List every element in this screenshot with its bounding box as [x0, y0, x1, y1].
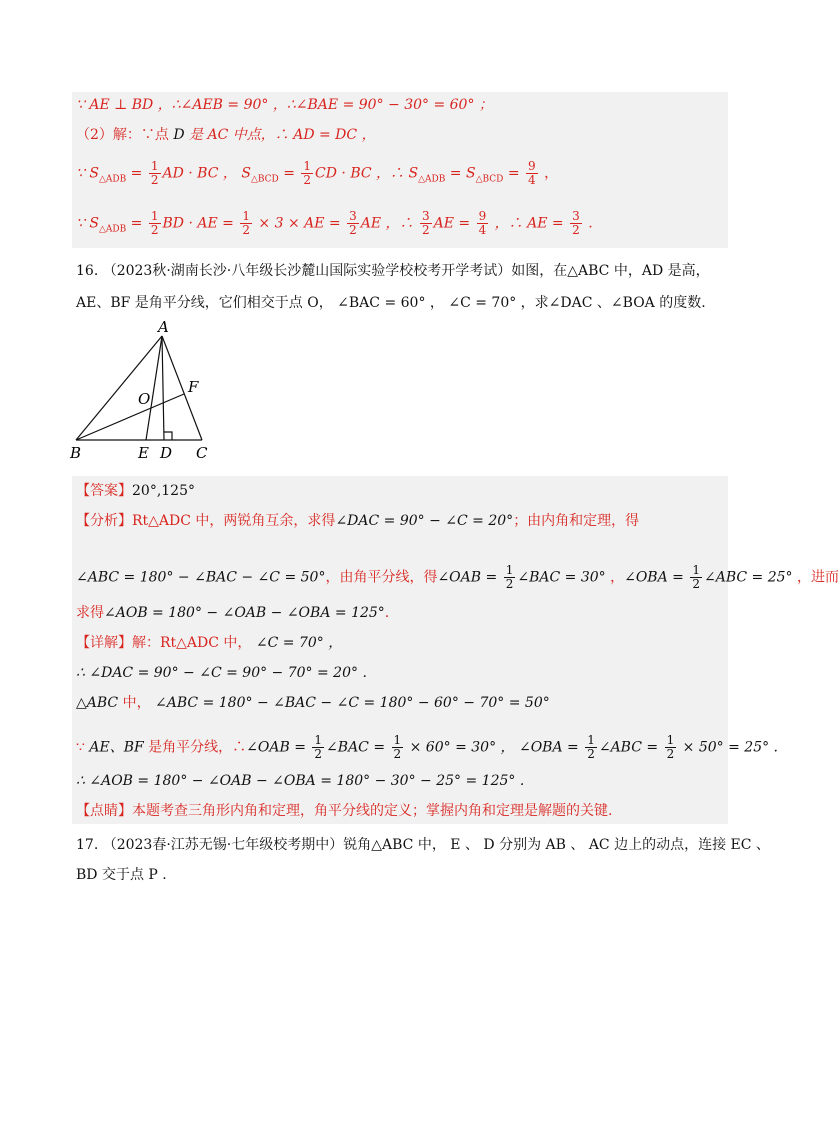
prev-line-2 — [76, 126, 376, 144]
analysis-l1-c: ；由内角和定理，得 — [513, 513, 640, 529]
detail-l3-b: 中， — [118, 695, 151, 711]
label-f: F — [188, 378, 199, 396]
label-o: O — [138, 390, 151, 408]
fraction-half — [149, 210, 161, 237]
frac-den: 2 — [314, 747, 323, 761]
frac-num: 1 — [242, 209, 250, 223]
analysis-l1-a: Rt△ADC 中，两锐角互余，求得 — [132, 513, 336, 529]
fraction-half — [301, 160, 313, 187]
frac-den: 2 — [692, 577, 700, 591]
frac-den: 2 — [303, 173, 312, 187]
frac-den: 2 — [393, 747, 402, 761]
frac-num: 1 — [150, 209, 159, 223]
detail-l4-d: ∠OAB = — [246, 739, 311, 756]
label-c: C — [196, 444, 208, 462]
analysis-line-1 — [76, 512, 639, 530]
prev-l3-c: AD · BC ， S — [162, 165, 251, 182]
analysis-l2-d: ∠BAC = 30° — [517, 569, 606, 586]
frac-num: 1 — [303, 159, 312, 173]
detail-line-5 — [76, 772, 524, 790]
prev-l3-a: ∵ S — [76, 165, 99, 182]
label-e: E — [138, 444, 149, 462]
fraction-half — [504, 564, 516, 591]
detail-line-2 — [76, 664, 367, 682]
frac-den: 2 — [242, 223, 250, 237]
detail-l1-b: ∠C = 70° ， — [251, 635, 343, 651]
analysis-l2-h: ，进而 — [792, 569, 839, 586]
detail-l4-c: 是角平分线，∴ — [143, 739, 247, 756]
segment-ad — [162, 336, 164, 440]
detail-l2: ∴ ∠DAC = 90° − ∠C = 90° − 70° = 20° . — [76, 665, 367, 681]
analysis-l2-c: ∠OAB = — [437, 569, 502, 586]
detail-l4-e: ∠BAC = — [326, 739, 390, 756]
fraction-nine-four — [477, 210, 489, 237]
segment-ab — [76, 336, 162, 440]
prev-line-2-a: （2）解：∵点 — [76, 127, 174, 143]
prev-l3-d: = — [278, 165, 300, 182]
frac-num: 1 — [666, 733, 675, 747]
prev-l4-b: = — [126, 215, 147, 232]
analysis-l3-a: 求得 — [76, 605, 104, 621]
prev-l3-b: = — [126, 165, 147, 182]
prev-line-2-c: 是 AC 中点，∴ AD = DC ， — [184, 127, 376, 143]
answer-line — [76, 482, 195, 500]
frac-den: 2 — [150, 173, 159, 187]
prev-l4-sub1: △ADB — [98, 224, 127, 235]
prev-line-4 — [76, 210, 593, 238]
prev-l3-sub4: △BCD — [475, 174, 504, 185]
frac-den: 4 — [528, 173, 536, 187]
detail-l4-h: × 50° = 25° . — [678, 739, 779, 756]
prev-l4-h: . — [583, 215, 593, 232]
prev-line-1 — [76, 96, 493, 114]
fraction-half — [665, 734, 677, 761]
detail-line-3 — [76, 694, 550, 712]
prev-line-3 — [76, 160, 558, 188]
frac-num: 9 — [478, 209, 487, 223]
segment-bf — [76, 394, 184, 440]
detail-line-1 — [76, 634, 342, 652]
question-17-line-1: 17. （2023春·江苏无锡·七年级校考期中）锐角△ABC 中， E 、 D 分别为 AB 、 AC 边上的动点，连接 EC 、 — [76, 837, 770, 853]
label-a: A — [158, 318, 169, 336]
detail-l5: ∴ ∠AOB = 180° − ∠OAB − ∠OBA = 180° − 30° − 25° = 125° . — [76, 773, 525, 789]
prev-l4-e: AE ，∴ — [360, 215, 418, 232]
analysis-l2-f: ∠OBA = — [624, 569, 689, 586]
fraction-half — [585, 734, 597, 761]
fraction-three-two — [570, 210, 582, 237]
analysis-l3-c: . — [384, 605, 390, 621]
frac-den: 2 — [150, 223, 159, 237]
analysis-l2-b: ，由角平分线，得 — [325, 569, 438, 586]
prev-l4-c: BD · AE = — [162, 215, 239, 232]
prev-l3-sub1: △ADB — [98, 174, 127, 185]
fraction-half — [312, 734, 324, 761]
frac-den: 2 — [505, 577, 514, 591]
analysis-l1-b: ∠DAC = 90° − ∠C = 20° — [335, 513, 514, 529]
question-16-line-2: AE、BF 是角平分线，它们相交于点 O， ∠BAC = 60° ， ∠C = 70° ，求∠DAC 、∠BOA 的度数. — [76, 295, 706, 311]
frac-num: 1 — [587, 733, 595, 747]
detail-l4-f: × 60° = 30° ， ∠OBA = — [405, 739, 584, 756]
fraction-half — [149, 160, 161, 187]
prev-l4-f: AE = — [433, 215, 475, 232]
analysis-l3-b: ∠AOB = 180° − ∠OAB − ∠OBA = 125° — [104, 605, 385, 621]
detail-tag: 【详解】 — [76, 635, 132, 651]
frac-den: 2 — [666, 747, 675, 761]
question-17-line-2: BD 交于点 P . — [76, 867, 167, 883]
frac-den: 2 — [587, 747, 595, 761]
prev-l3-sub3: △ADB — [418, 174, 446, 185]
question-16-line-1: 16. （2023秋·湖南长沙·八年级长沙麓山国际实验学校校考开学考试）如图，在△ABC 中，AD 是高， — [76, 263, 710, 279]
right-angle-mark — [164, 432, 172, 440]
detail-l3-c: ∠ABC = 180° − ∠BAC − ∠C = 180° − 60° − 70° = 50° — [150, 695, 550, 711]
label-d: D — [160, 444, 173, 462]
prev-l3-h: ， — [539, 165, 559, 182]
prev-l4-a: ∵ S — [76, 215, 99, 232]
answer-text: 20°,125° — [132, 483, 195, 499]
frac-den: 2 — [349, 223, 357, 237]
prev-l3-e: CD · BC ，∴ S — [315, 165, 419, 182]
fraction-half — [240, 210, 252, 237]
fraction-three-two — [420, 210, 432, 237]
frac-num: 1 — [505, 563, 514, 577]
analysis-line-3 — [76, 604, 389, 622]
prev-line-2-b: D — [173, 127, 185, 143]
prev-l4-g: ，∴ AE = — [490, 215, 569, 232]
detail-l3-a: △ABC — [76, 695, 119, 711]
label-b: B — [70, 444, 82, 462]
fraction-three-two — [347, 210, 359, 237]
fraction-half — [690, 564, 702, 591]
detail-line-4 — [76, 734, 778, 761]
analysis-tag: 【分析】 — [76, 513, 132, 529]
frac-num: 1 — [150, 159, 159, 173]
prev-l3-g: = — [503, 165, 525, 182]
frac-num: 1 — [692, 563, 700, 577]
prev-line-1-text: ∵ AE ⊥ BD ，∴∠AEB = 90° ，∴∠BAE = 90° − 30° = 60° ； — [76, 97, 493, 113]
frac-den: 2 — [572, 223, 580, 237]
frac-num: 1 — [393, 733, 402, 747]
comment-text: 本题考查三角形内角和定理，角平分线的定义；掌握内角和定理是解题的关键. — [132, 803, 613, 819]
frac-den: 2 — [421, 223, 430, 237]
frac-num: 3 — [349, 209, 357, 223]
detail-l1-a: 解：Rt△ADC 中， — [132, 635, 252, 651]
frac-num: 9 — [528, 159, 536, 173]
frac-num: 1 — [314, 733, 323, 747]
detail-l4-a: ∵ — [76, 739, 90, 756]
triangle-figure — [66, 318, 226, 466]
frac-den: 4 — [478, 223, 487, 237]
fraction-half — [392, 734, 404, 761]
analysis-l2-a: ∠ABC = 180° − ∠BAC − ∠C = 50° — [76, 569, 326, 586]
frac-num: 3 — [572, 209, 580, 223]
analysis-l2-g: ∠ABC = 25° — [703, 569, 793, 586]
analysis-l2-e: ， — [605, 569, 625, 586]
frac-num: 3 — [421, 209, 430, 223]
prev-l3-f: = S — [445, 165, 476, 182]
comment-line — [76, 802, 612, 820]
detail-l4-b: AE、BF — [89, 739, 144, 756]
comment-tag: 【点睛】 — [76, 803, 132, 819]
detail-l4-g: ∠ABC = — [598, 739, 663, 756]
answer-tag: 【答案】 — [76, 483, 132, 499]
fraction-nine-four — [526, 160, 538, 187]
analysis-line-2 — [76, 564, 839, 591]
prev-l3-sub2: △BCD — [250, 174, 279, 185]
prev-l4-d: × 3 × AE = — [253, 215, 346, 232]
